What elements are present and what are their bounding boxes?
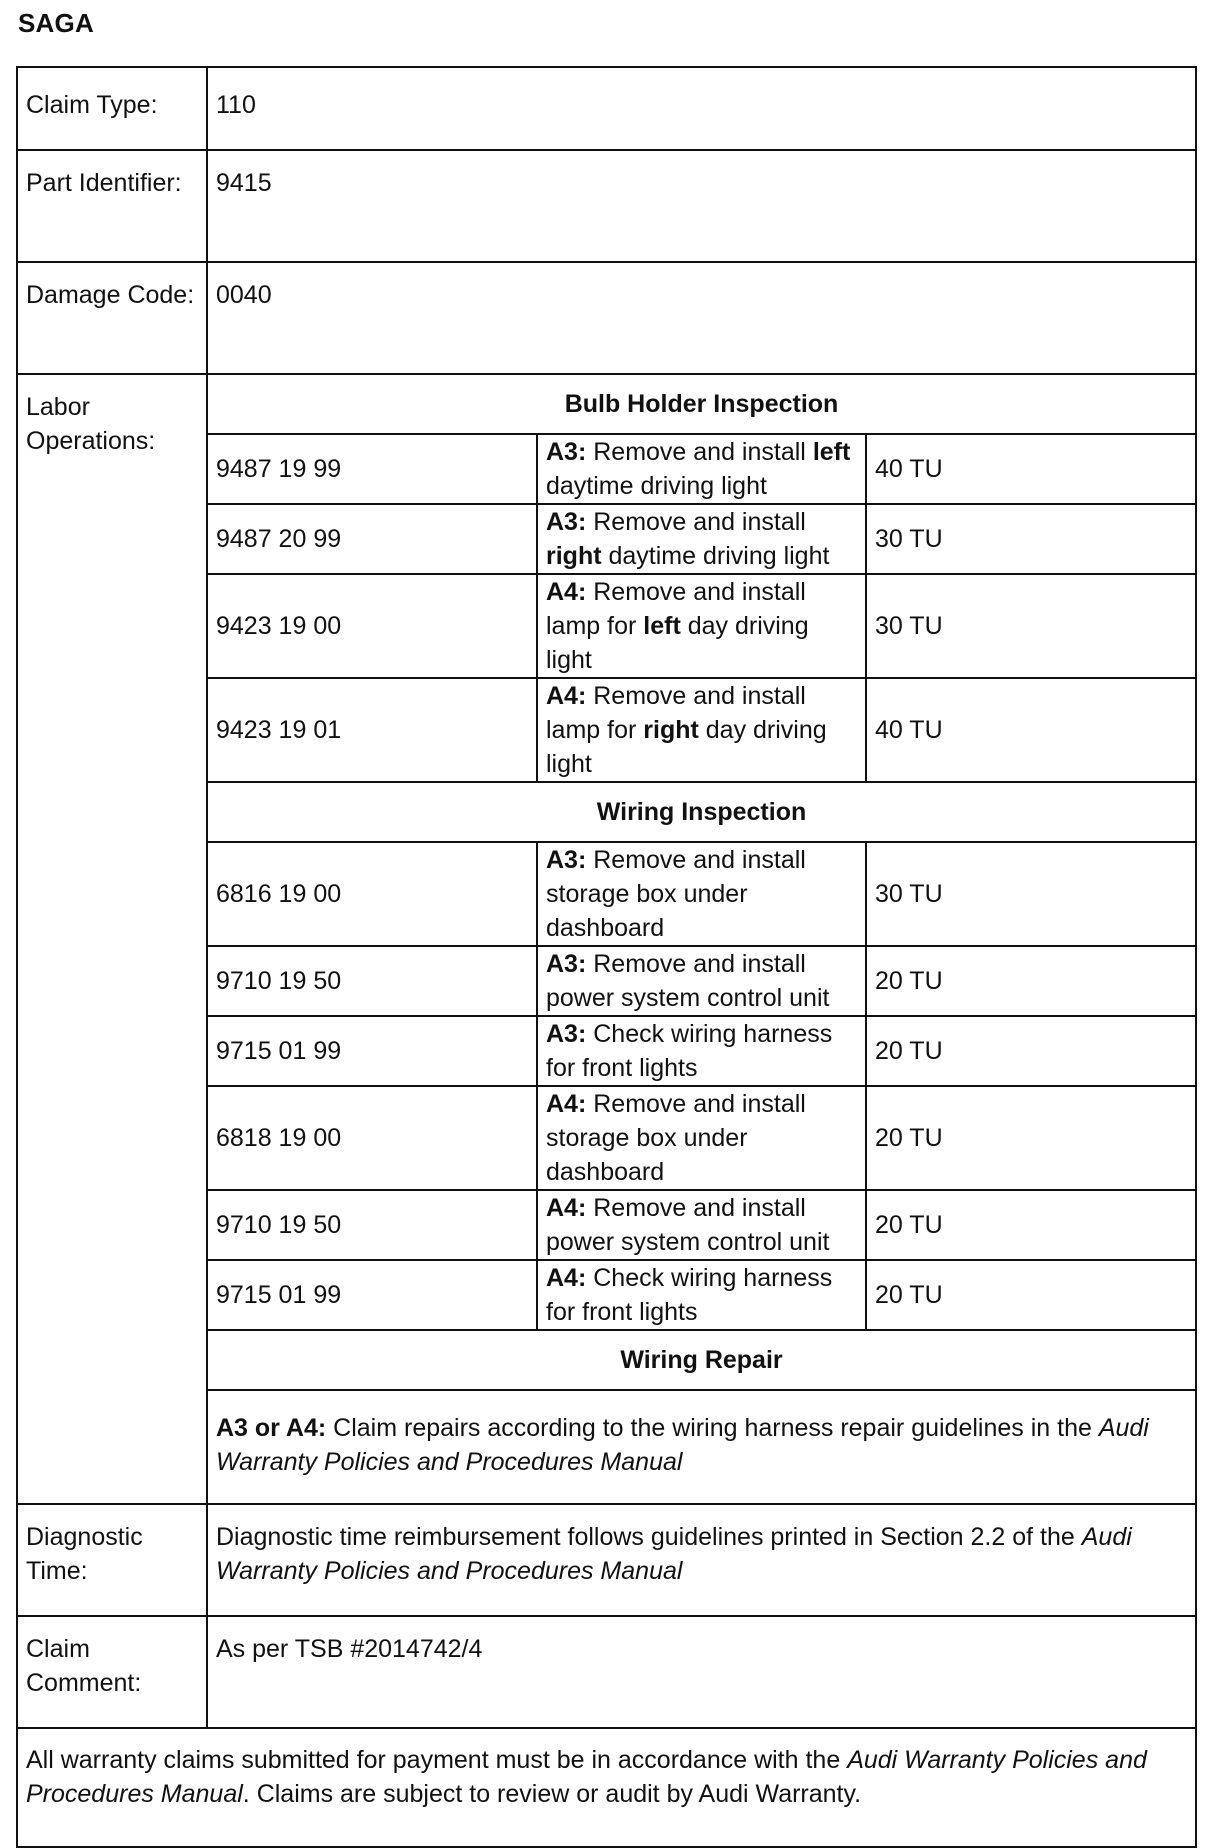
labor-op-code: 9487 20 99 [208,504,537,574]
table-row [208,678,1195,782]
labor-operations-table [208,375,1195,1503]
claim-type-row [17,67,1196,150]
description-text: Remove and install storage box under dashboard [546,846,806,942]
side-emphasis: left [643,612,681,640]
claim-comment-row [17,1616,1196,1728]
diagnostic-text: Diagnostic time reimbursement follows guidelines printed in Section 2.2 of the [216,1523,1082,1551]
time-units: 20 TU [866,1190,1195,1260]
diagnostic-time-value [207,1504,1196,1616]
description-text: Remove and install lamp for [546,578,806,640]
section-heading: Wiring Repair [208,1330,1195,1390]
labor-op-code: 9423 19 00 [208,574,537,678]
description-text: Remove and install [586,508,806,536]
section-heading: Bulb Holder Inspection [208,375,1195,434]
time-units: 30 TU [866,574,1195,678]
side-emphasis: left [812,438,851,466]
table-row [208,1086,1195,1190]
side-emphasis: right [546,542,602,570]
labor-op-description [537,434,866,504]
labor-operations-row [17,374,1196,1504]
description-text: Remove and install storage box under dashboard [546,1090,806,1186]
time-units: 30 TU [866,504,1195,574]
labor-op-description [537,504,866,574]
manual-title: Audi Warranty Policies and Procedures Manual [216,1523,1132,1585]
note-text: Claim repairs according to the wiring harness repair guidelines in the [326,1414,1099,1442]
description-text: Check wiring harness for front lights [546,1264,833,1326]
diagnostic-time-label: Diagnostic Time: [17,1504,207,1616]
wiring-repair-note [208,1390,1195,1503]
table-row [208,1190,1195,1260]
model-label: A4: [546,1264,587,1292]
table-row [208,1016,1195,1086]
time-units: 30 TU [866,842,1195,946]
claim-type-value: 110 [207,67,1196,150]
claim-table [16,66,1197,1848]
footer-text: All warranty claims submitted for payment must be in accordance with the [26,1746,848,1774]
labor-op-description [537,842,866,946]
damage-code-label: Damage Code: [17,262,207,374]
labor-op-code: 9715 01 99 [208,1016,537,1086]
table-row [208,574,1195,678]
labor-op-code: 9487 19 99 [208,434,537,504]
model-label: A4: [546,578,587,606]
labor-op-code: 6818 19 00 [208,1086,537,1190]
table-row [208,434,1195,504]
manual-title: Audi Warranty Policies and Procedures Manual [26,1746,1147,1808]
model-label: A4: [546,1090,587,1118]
description-text: daytime driving light [546,472,767,500]
part-identifier-value: 9415 [207,150,1196,262]
footer-note [17,1728,1196,1847]
model-label: A3: [546,438,587,466]
model-label: A3: [546,1020,587,1048]
footer-text: . Claims are subject to review or audit by Audi Warranty. [242,1780,862,1808]
description-text: daytime driving light [601,542,830,570]
damage-code-value: 0040 [207,262,1196,374]
time-units: 20 TU [866,1260,1195,1330]
model-label: A3: [546,950,587,978]
labor-op-code: 9423 19 01 [208,678,537,782]
time-units: 20 TU [866,1086,1195,1190]
labor-op-code: 9710 19 50 [208,946,537,1016]
description-text: Remove and install lamp for [546,682,806,744]
description-text: day driving light [546,612,809,674]
model-label: A3: [546,508,587,536]
table-row [208,842,1195,946]
labor-op-description [537,678,866,782]
claim-comment-label: Claim Comment: [17,1616,207,1728]
time-units: 40 TU [866,678,1195,782]
labor-op-description [537,1016,866,1086]
table-row [208,504,1195,574]
labor-op-description [537,946,866,1016]
description-text: Remove and install [586,438,813,466]
part-identifier-label: Part Identifier: [17,150,207,262]
labor-op-code: 9710 19 50 [208,1190,537,1260]
labor-op-description [537,1190,866,1260]
model-label: A3: [546,846,587,874]
manual-title: Audi Warranty Policies and Procedures Manual [216,1414,1149,1476]
description-text: Check wiring harness for front lights [546,1020,833,1082]
model-label: A4: [546,1194,587,1222]
labor-op-description [537,1086,866,1190]
labor-op-description [537,574,866,678]
time-units: 20 TU [866,1016,1195,1086]
model-label: A3 or A4: [216,1414,327,1442]
labor-op-code: 6816 19 00 [208,842,537,946]
table-row [208,946,1195,1016]
description-text: Remove and install power system control unit [546,1194,830,1256]
table-row [208,1260,1195,1330]
claim-type-label: Claim Type: [17,67,207,150]
time-units: 40 TU [866,434,1195,504]
footer-row [17,1728,1196,1847]
diagnostic-time-row [17,1504,1196,1616]
side-emphasis: right [643,716,699,744]
time-units: 20 TU [866,946,1195,1016]
damage-code-row [17,262,1196,374]
labor-op-code: 9715 01 99 [208,1260,537,1330]
table-row [208,1390,1195,1503]
part-identifier-row [17,150,1196,262]
labor-op-description [537,1260,866,1330]
labor-operations-cell [207,374,1196,1504]
model-label: A4: [546,682,587,710]
description-text: day driving light [546,716,827,778]
claim-comment-value: As per TSB #2014742/4 [207,1616,1196,1728]
labor-operations-label: Labor Operations: [17,374,207,1504]
page-title: SAGA [18,8,94,38]
description-text: Remove and install power system control unit [546,950,830,1012]
section-heading: Wiring Inspection [208,782,1195,842]
